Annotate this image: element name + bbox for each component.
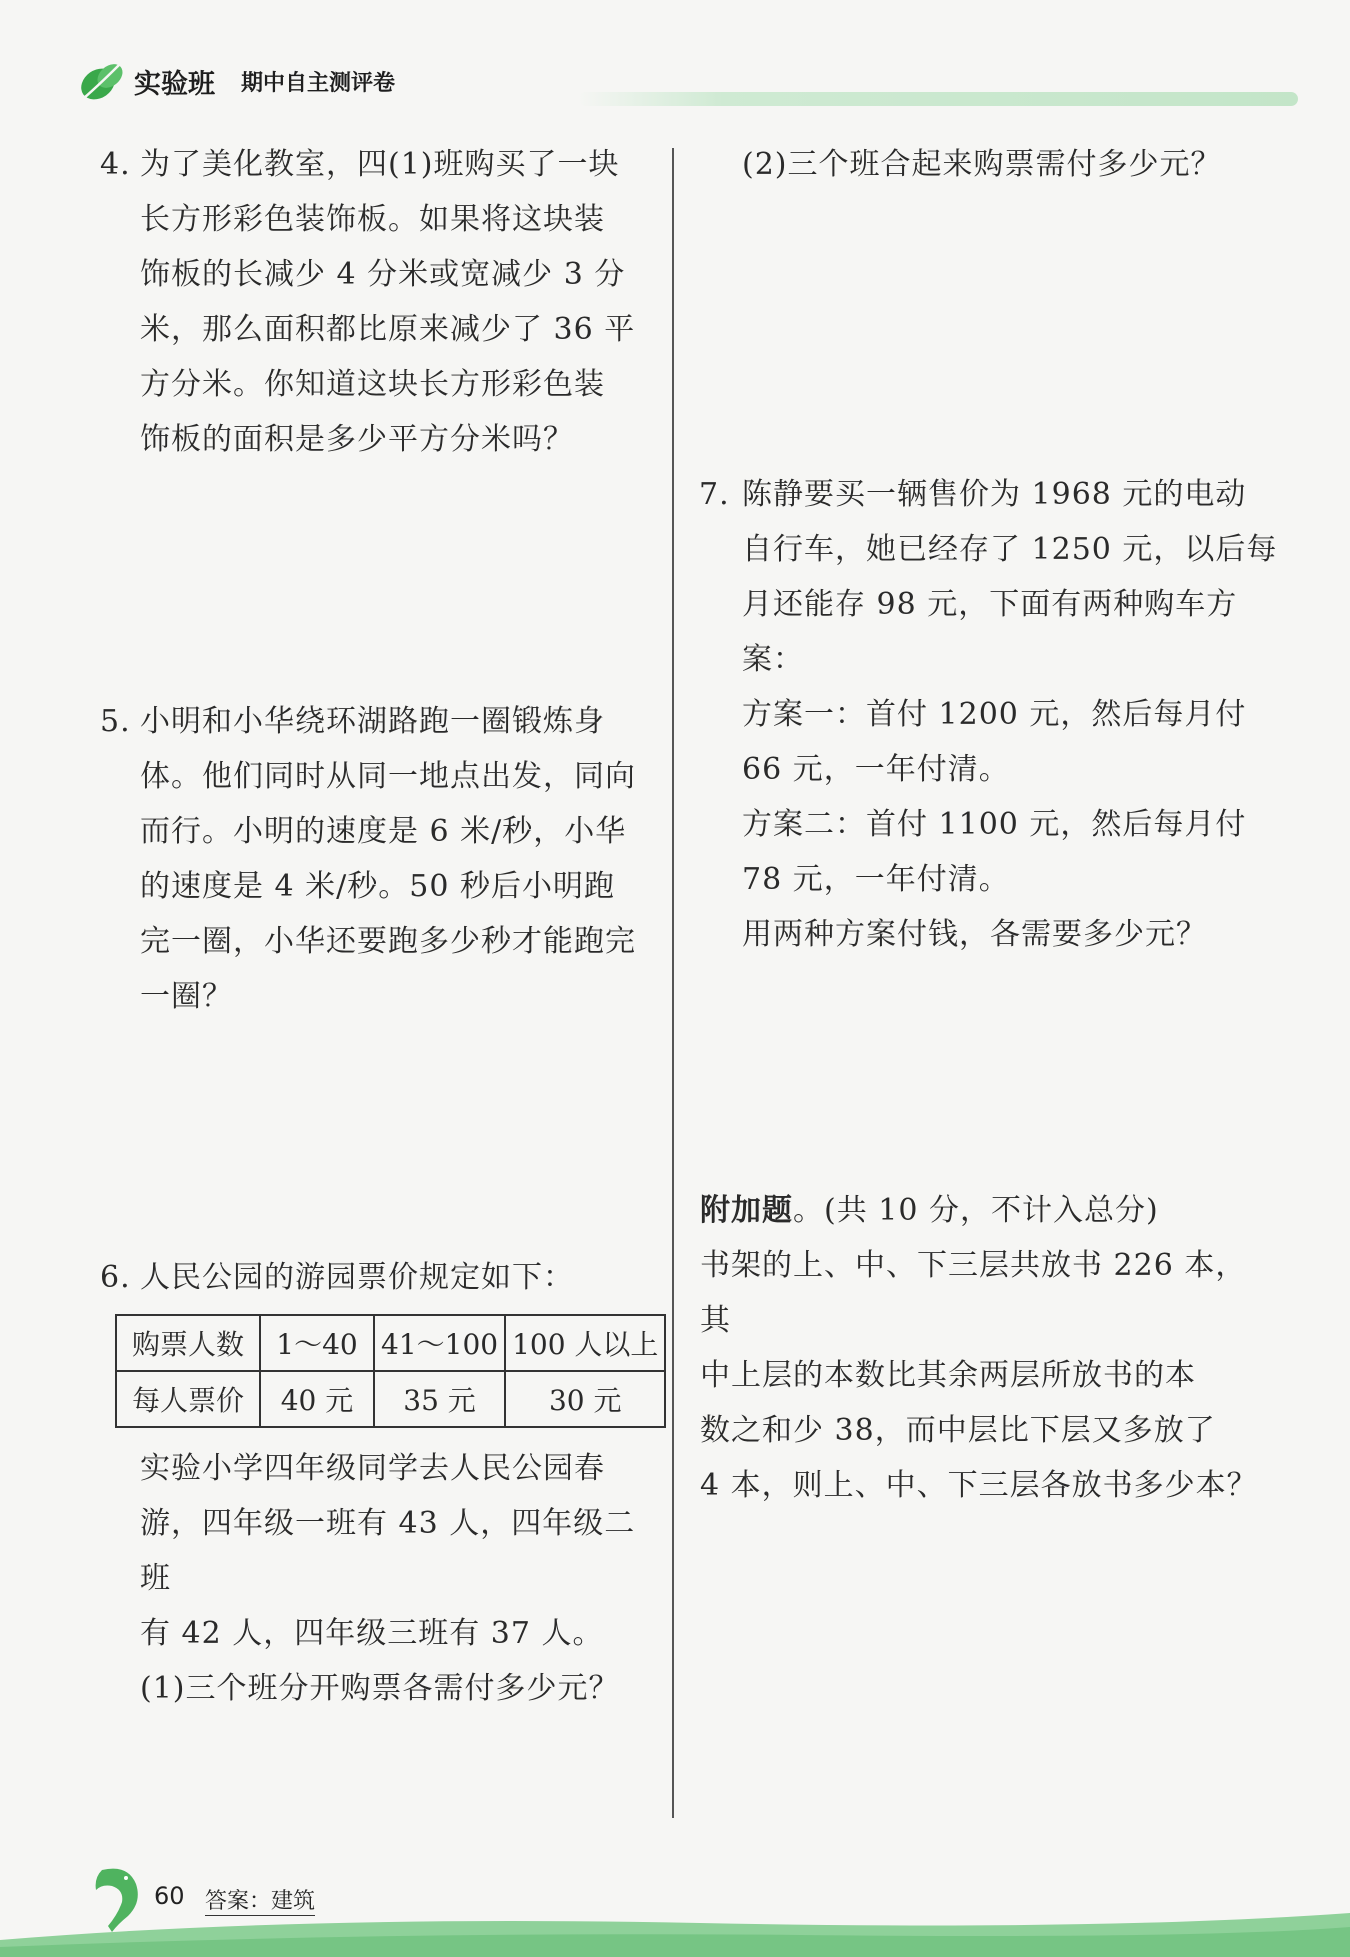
bonus-question [700,1183,1260,1513]
bonus-heading [700,1183,1260,1238]
question-line: 月还能存 98 元，下面有两种购车方案： [742,587,1238,677]
table-cell: 30 元 [505,1371,665,1427]
table-cell: 40 元 [260,1371,374,1427]
question-line: 一圈？ [140,979,233,1014]
question-line: 饰板的长减少 4 分米或宽减少 3 分 [140,257,626,292]
leaf-logo-icon [78,56,128,104]
table-cell: 35 元 [374,1371,505,1427]
question-6 [100,1250,670,1305]
table-row [116,1315,665,1371]
page-number: 60 [154,1882,185,1910]
question-line: 陈静要买一辆售价为 1968 元的电动 [742,477,1247,512]
question-line: 小明和小华绕环湖路跑一圈锻炼身 [140,704,605,739]
question-line: 方分米。你知道这块长方形彩色装 [140,367,605,402]
question-intro: 人民公园的游园票价规定如下： [140,1260,574,1295]
question-line: 完一圈，小华还要跑多少秒才能跑完 [140,924,636,959]
question-line: 长方形彩色装饰板。如果将这块装 [140,202,605,237]
question-5 [100,694,660,1024]
question-line: 4 本，则上、中、下三层各放书多少本？ [700,1468,1258,1503]
question-6-part-2 [742,137,1282,192]
question-line: 米，那么面积都比原来减少了 36 平 [140,312,636,347]
question-number: 7. [699,477,730,512]
table-cell: 100 人以上 [505,1315,665,1371]
question-4 [100,137,660,467]
question-line: 的速度是 4 米/秒。50 秒后小明跑 [140,869,615,904]
table-row [116,1371,665,1427]
question-line: 用两种方案付钱，各需要多少元？ [742,917,1207,952]
question-line: 方案一：首付 1200 元，然后每月付 [742,697,1247,732]
question-line: 游，四年级一班有 43 人，四年级二班 [140,1506,636,1596]
question-line: 而行。小明的速度是 6 米/秒，小华 [140,814,627,849]
question-subpart-2: (2)三个班合起来购票需付多少元？ [742,147,1222,182]
question-line: 体。他们同时从同一地点出发，同向 [140,759,636,794]
question-line: 实验小学四年级同学去人民公园春 [140,1451,605,1486]
brand-title: 实验班 [134,69,215,100]
bonus-note: 。(共 10 分，不计入总分) [793,1193,1159,1228]
exam-subtitle: 期中自主测评卷 [241,71,396,96]
question-line: 78 元，一年付清。 [742,862,1010,897]
ticket-price-table [115,1314,666,1428]
question-6-body [140,1441,660,1716]
table-cell: 1～40 [260,1315,374,1371]
question-7 [699,467,1282,962]
question-subpart-1: (1)三个班分开购票各需付多少元？ [140,1671,620,1706]
question-number: 5. [100,704,131,739]
question-line: 有 42 人，四年级三班有 37 人。 [140,1616,604,1651]
question-line: 为了美化教室，四(1)班购买了一块 [140,147,620,182]
question-line: 66 元，一年付清。 [742,752,1010,787]
footer-decorative-band [0,1895,1350,1957]
question-line: 方案二：首付 1100 元，然后每月付 [742,807,1247,842]
page-header [78,56,1298,116]
column-divider [672,148,674,1818]
question-number: 6. [100,1260,131,1295]
question-line: 自行车，她已经存了 1250 元，以后每 [742,532,1278,567]
question-line: 饰板的面积是多少平方分米吗？ [140,422,574,457]
question-line: 中上层的本数比其余两层所放书的本 [700,1358,1196,1393]
question-number: 4. [100,147,131,182]
table-cell: 每人票价 [116,1371,260,1427]
table-cell: 41～100 [374,1315,505,1371]
table-cell: 购票人数 [116,1315,260,1371]
bonus-title: 附加题 [700,1193,793,1228]
question-line: 数之和少 38，而中层比下层又多放了 [700,1413,1216,1448]
header-decorative-band [578,92,1298,106]
question-line: 书架的上、中、下三层共放书 226 本，其 [700,1248,1247,1338]
answer-label: 答案：建筑 [205,1884,315,1916]
dolphin-icon [88,1862,148,1934]
